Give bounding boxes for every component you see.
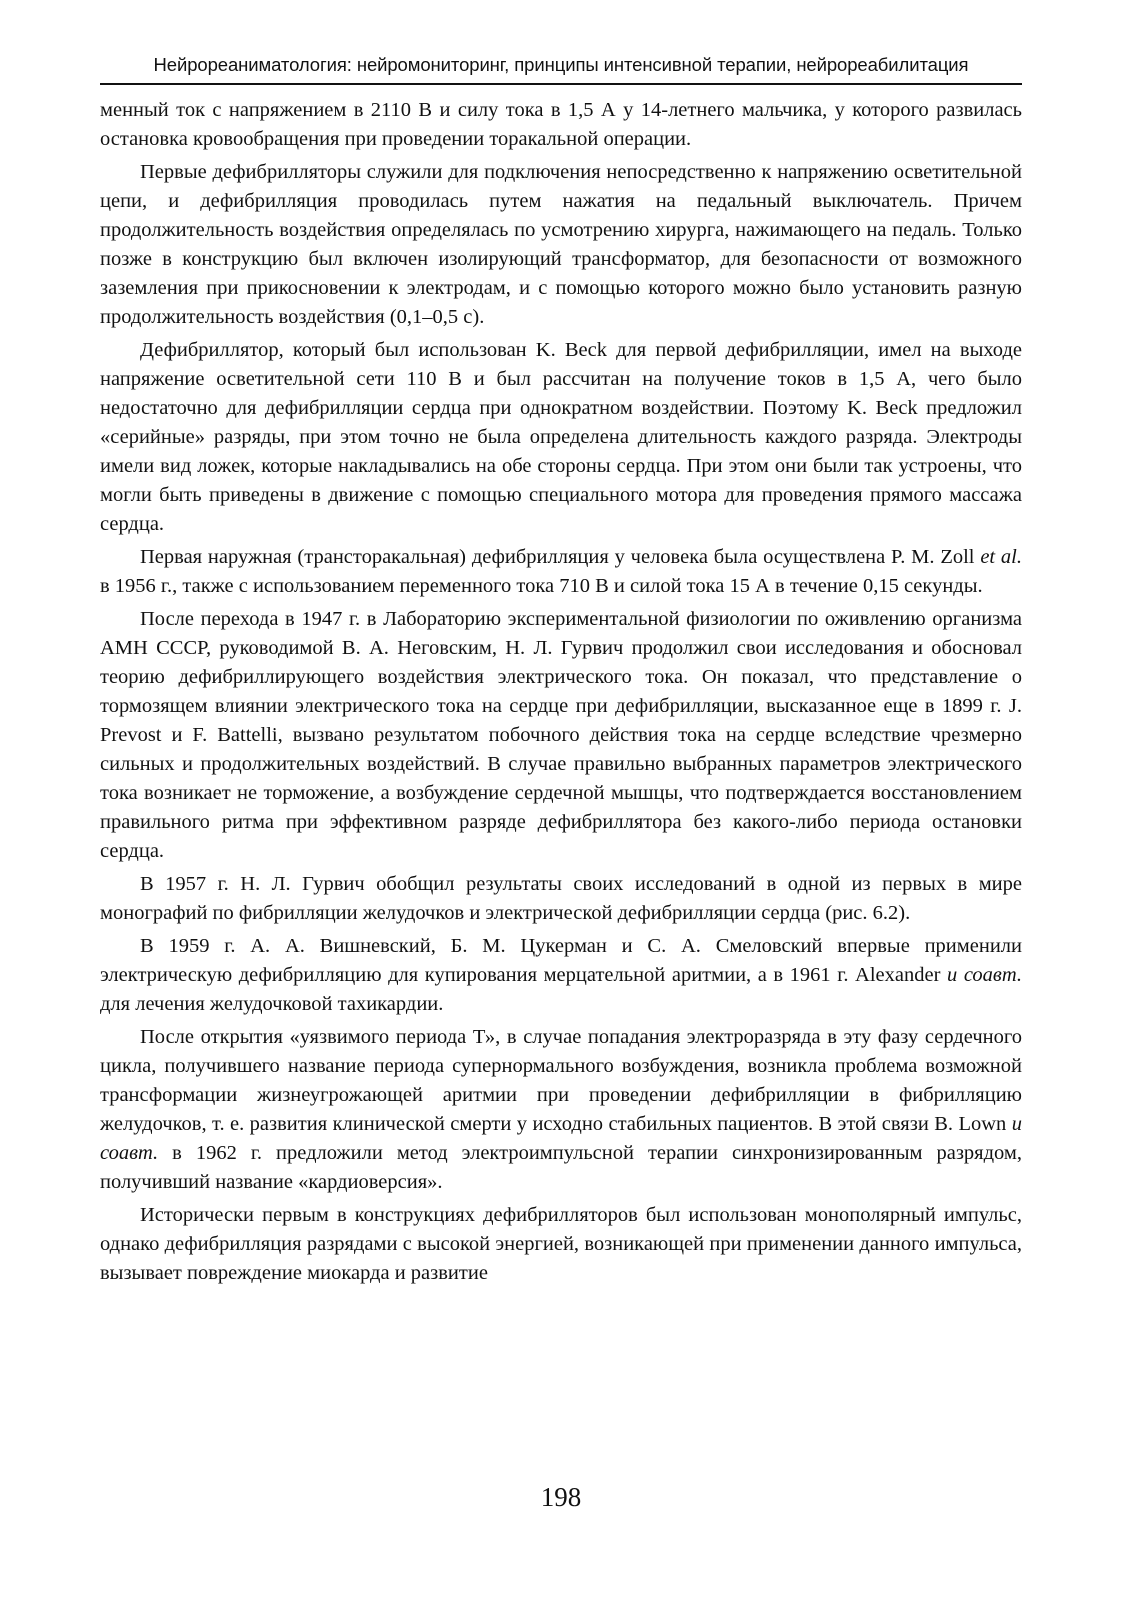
paragraph-text: В 1959 г. А. А. Вишневский, Б. М. Цукерман и С. А. Смеловский впервые применили электрическую дефибрилляцию для купирования мерцательной аритмии, а в 1961 г. Alexander bbox=[100, 935, 1022, 986]
paragraph-text: В 1957 г. Н. Л. Гурвич обобщил результаты своих исследований в одной из первых в мире монографий по фибрилляции желудочков и электрической дефибрилляции сердца (рис. 6.2). bbox=[100, 873, 1022, 924]
paragraph-text: для лечения желудочковой тахикардии. bbox=[100, 993, 444, 1015]
italic-citation: и соавт. bbox=[100, 1113, 1022, 1164]
paragraph bbox=[100, 1023, 1022, 1197]
paragraph-text: Первая наружная (трансторакальная) дефибрилляция у человека была осуществлена P. M. Zoll bbox=[140, 546, 981, 568]
paragraph-text: Первые дефибрилляторы служили для подключения непосредственно к напряжению осветительной цепи, и дефибрилляция проводилась путем нажатия на педальный выключатель. Причем продолжительность воздействия определялась по усмотрению хирурга, нажимающего на педаль. Только позже в конструкцию был включен изолирующий трансформатор, для безопасности от возможного заземления при прикосновении к электродам, и с помощью которого можно было установить разную продолжительность воздействия (0,1–0,5 с). bbox=[100, 161, 1022, 328]
page-number: 198 bbox=[540, 1482, 582, 1512]
page-body bbox=[100, 96, 1022, 1292]
paragraph-text: в 1962 г. предложили метод электроимпульсной терапии синхронизированным разрядом, получивший название «кардиоверсия». bbox=[100, 1142, 1022, 1193]
italic-citation: et al. bbox=[980, 546, 1023, 568]
paragraph bbox=[100, 605, 1022, 866]
paragraph-text: Дефибриллятор, который был использован K. Beck для первой дефибрилляции, имел на выходе напряжение осветительной сети 110 В и был рассчитан на получение токов в 1,5 А, чего было недостаточно для дефибрилляции сердца при однократном воздействии. Поэтому K. Beck предложил «серийные» разряды, при этом точно не была определена длительность каждого разряда. Электроды имели вид ложек, которые накладывались на обе стороны сердца. При этом они были так устроены, что могли быть приведены в движение с помощью специального мотора для проведения прямого массажа сердца. bbox=[100, 339, 1022, 535]
paragraph-text: После открытия «уязвимого периода Т», в случае попадания электроразряда в эту фазу сердечного цикла, получившего название периода супернормального возбуждения, возникла проблема возможной трансформации жизнеугрожающей аритмии при проведении дефибрилляции в фибрилляцию желудочков, т. е. развития клинической смерти у исходно стабильных пациентов. В этой связи B. Lown bbox=[100, 1026, 1022, 1135]
paragraph-text: Исторически первым в конструкциях дефибрилляторов был использован монополярный импульс, однако дефибрилляция разрядами с высокой энергией, возникающей при применении данного импульса, вызывает повреждение миокарда и развитие bbox=[100, 1204, 1022, 1284]
paragraph bbox=[100, 932, 1022, 1019]
paragraph-text: в 1956 г., также с использованием переменного тока 710 В и силой тока 15 А в течение 0,15 секунды. bbox=[100, 575, 983, 597]
paragraph bbox=[100, 1201, 1022, 1288]
running-header: Нейрореаниматология: нейромониторинг, принципы интенсивной терапии, нейрореабилитация bbox=[153, 54, 969, 75]
italic-citation: и соавт. bbox=[947, 964, 1022, 986]
header-divider bbox=[100, 83, 1022, 85]
paragraph bbox=[100, 96, 1022, 154]
paragraph bbox=[100, 543, 1022, 601]
paragraph-text: менный ток с напряжением в 2110 В и силу тока в 1,5 А у 14-летнего мальчика, у которого развилась остановка кровообращения при проведении торакальной операции. bbox=[100, 99, 1022, 150]
paragraph bbox=[100, 158, 1022, 332]
paragraph bbox=[100, 336, 1022, 539]
paragraph bbox=[100, 870, 1022, 928]
paragraph-text: После перехода в 1947 г. в Лабораторию экспериментальной физиологии по оживлению организма АМН СССР, руководимой В. А. Неговским, Н. Л. Гурвич продолжил свои исследования и обосновал теорию дефибриллирующего воздействия электрического тока. Он показал, что представление о тормозящем влиянии электрического тока на сердце при дефибрилляции, высказанное еще в 1899 г. J. Prevost и F. Battelli, вызвано результатом побочного действия тока на сердце вследствие чрезмерно сильных и продолжительных воздействий. В случае правильно выбранных параметров электрического тока возникает не торможение, а возбуждение сердечной мышцы, что подтверждается восстановлением правильного ритма при эффективном разряде дефибриллятора без какого-либо периода остановки сердца. bbox=[100, 608, 1022, 862]
